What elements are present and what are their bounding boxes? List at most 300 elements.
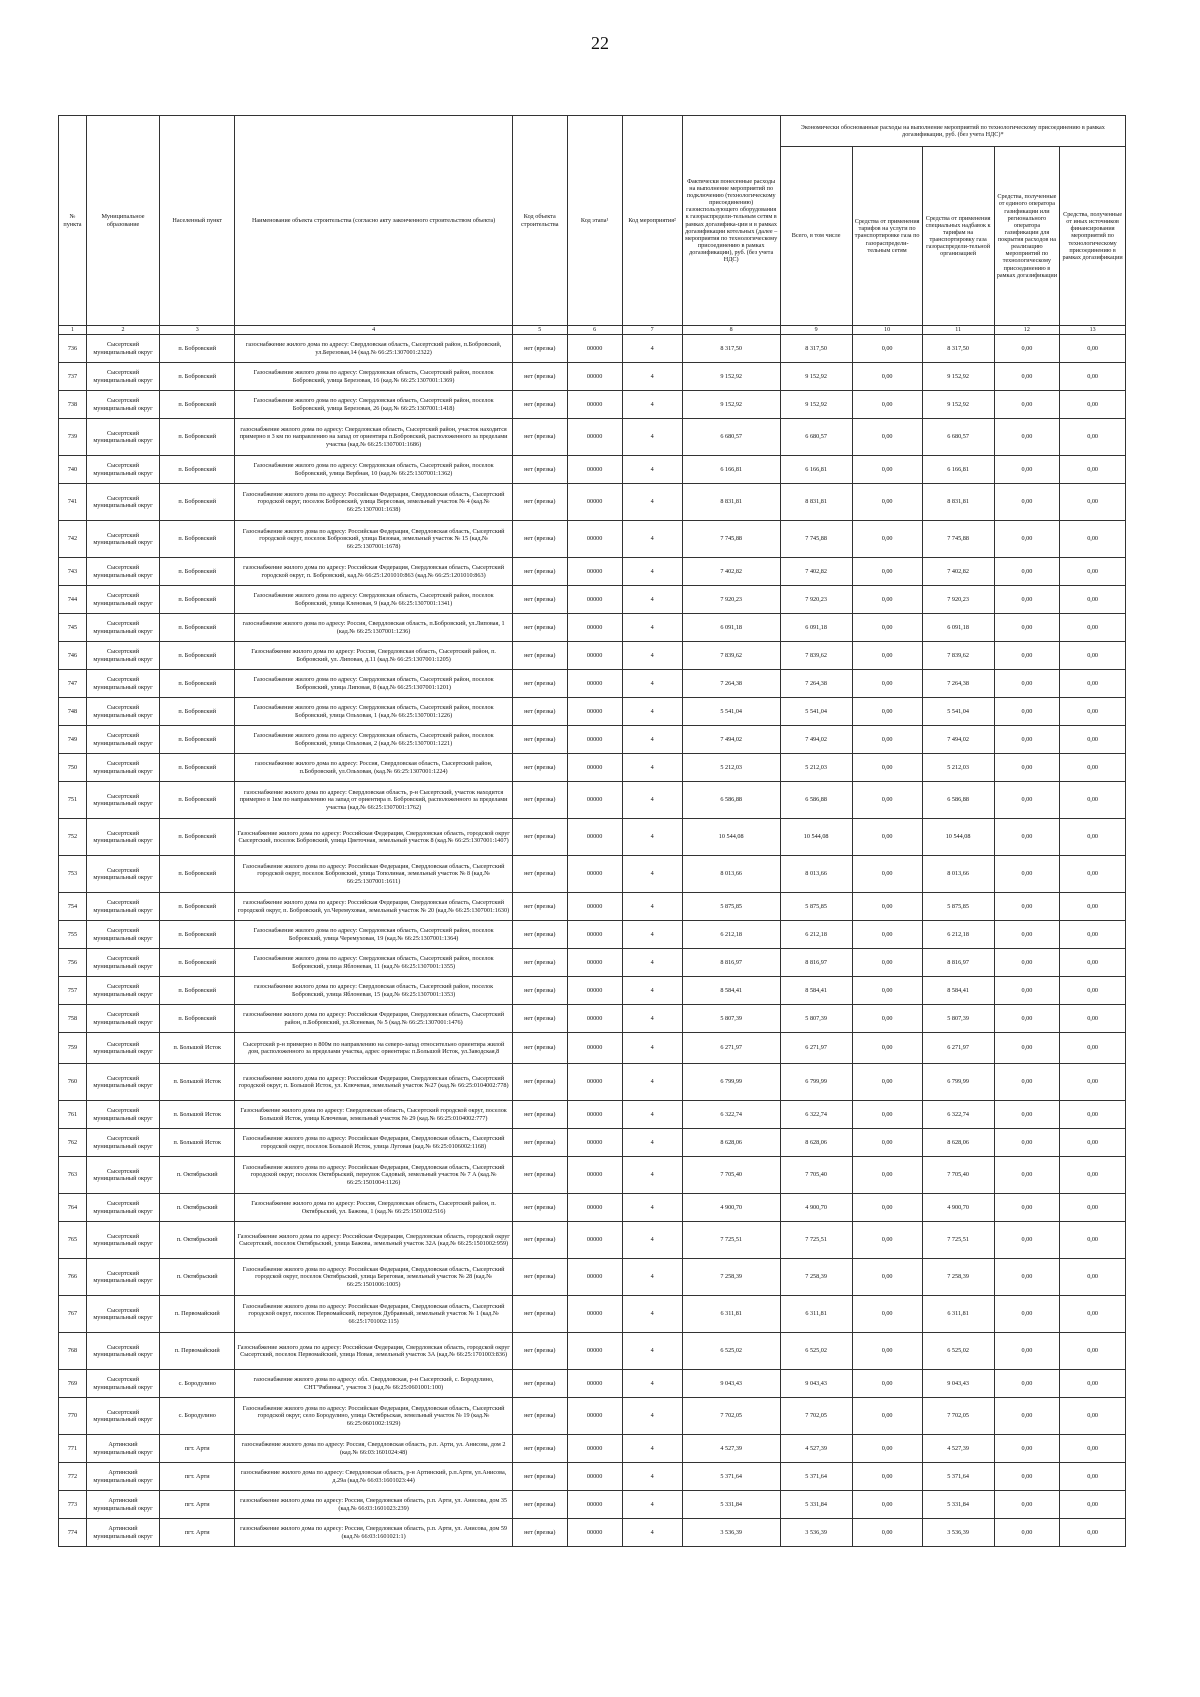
cell-tariff-funds: 0,00	[852, 921, 922, 949]
cell-total: 8 584,41	[780, 977, 852, 1005]
cell-object-code: нет (врезка)	[512, 1398, 567, 1435]
cell-municipality: Сысертский муниципальный округ	[86, 363, 159, 391]
cell-municipality: Артинский муниципальный округ	[86, 1435, 159, 1463]
cell-object-name: газоснабжение жилого дома по адресу: Россия, Свердловская область, Сысертский район, п.Бобровский, ул.Ольховая, (кад.№ 66:25:1307001:1224)	[235, 754, 512, 782]
cell-municipality: Сысертский муниципальный округ	[86, 754, 159, 782]
table-row	[59, 726, 1126, 754]
header-justified-costs-group: Экономически обоснованные расходы на выполнение мероприятий по технологическому присоединению в рамках догазификации, руб. (без учета НДС)*	[780, 116, 1125, 147]
cell-operator-funds: 0,00	[994, 726, 1060, 754]
cell-tariff-funds: 0,00	[852, 754, 922, 782]
cell-object-name: Газоснабжение жилого дома по адресу: Российская Федерация, Свердловская область, Сысертский городской округ, поселок Октябрьский, улица Береговая, земельный участок № 28 (кад.№ 66:25:1501006:1005)	[235, 1259, 512, 1296]
header-municipality: Муниципальное образование	[86, 116, 159, 326]
cell-tariff-funds: 0,00	[852, 456, 922, 484]
cell-tariff-funds: 0,00	[852, 670, 922, 698]
cell-actual-costs: 6 799,99	[682, 1064, 780, 1101]
cell-actual-costs: 8 013,66	[682, 856, 780, 893]
column-number: 5	[512, 326, 567, 335]
cell-activity-code: 4	[622, 1435, 682, 1463]
cell-total: 8 013,66	[780, 856, 852, 893]
cell-total: 6 091,18	[780, 614, 852, 642]
cell-surcharge-funds: 8 628,06	[922, 1129, 994, 1157]
table-row	[59, 586, 1126, 614]
page-number: 22	[591, 33, 609, 53]
header-item-number: № пункта	[59, 116, 87, 326]
cell-actual-costs: 5 331,84	[682, 1491, 780, 1519]
cell-settlement: п. Бобровский	[160, 363, 235, 391]
table-row	[59, 1296, 1126, 1333]
cell-activity-code: 4	[622, 419, 682, 456]
cell-tariff-funds: 0,00	[852, 856, 922, 893]
cell-object-name: Газоснабжение жилого дома по адресу: Свердловская область, Сысертский район, поселок Бобровский, улица Липовая, 8 (кад.№ 66:25:1307001:1201)	[235, 670, 512, 698]
table-row	[59, 754, 1126, 782]
cell-item-number: 743	[59, 558, 87, 586]
cell-stage-code: 00000	[567, 558, 622, 586]
cell-object-code: нет (врезка)	[512, 1157, 567, 1194]
cell-activity-code: 4	[622, 1519, 682, 1547]
cell-total: 5 875,85	[780, 893, 852, 921]
column-number: 2	[86, 326, 159, 335]
cell-stage-code: 00000	[567, 456, 622, 484]
cell-actual-costs: 6 271,97	[682, 1033, 780, 1064]
column-number: 12	[994, 326, 1060, 335]
table-row	[59, 1222, 1126, 1259]
table-row	[59, 893, 1126, 921]
cell-tariff-funds: 0,00	[852, 335, 922, 363]
cell-municipality: Сысертский муниципальный округ	[86, 949, 159, 977]
cell-operator-funds: 0,00	[994, 1101, 1060, 1129]
cell-other-funds: 0,00	[1060, 586, 1126, 614]
cell-other-funds: 0,00	[1060, 1101, 1126, 1129]
cell-other-funds: 0,00	[1060, 819, 1126, 856]
cell-object-name: Газоснабжение жилого дома по адресу: Российская Федерация, Свердловская область, Сысертский городской округ, поселок Бобровский, улица Вересовая, земельный участок № 4 (кад.№ 66:25:1307001:1638)	[235, 484, 512, 521]
cell-municipality: Сысертский муниципальный округ	[86, 1296, 159, 1333]
costs-table	[58, 115, 1126, 1547]
table-row	[59, 642, 1126, 670]
cell-operator-funds: 0,00	[994, 484, 1060, 521]
cell-activity-code: 4	[622, 1033, 682, 1064]
cell-activity-code: 4	[622, 586, 682, 614]
cell-settlement: п. Бобровский	[160, 456, 235, 484]
cell-surcharge-funds: 9 152,92	[922, 363, 994, 391]
cell-surcharge-funds: 5 331,84	[922, 1491, 994, 1519]
cell-other-funds: 0,00	[1060, 484, 1126, 521]
cell-object-code: нет (врезка)	[512, 1333, 567, 1370]
cell-activity-code: 4	[622, 726, 682, 754]
cell-total: 7 725,51	[780, 1222, 852, 1259]
cell-settlement: п. Большой Исток	[160, 1064, 235, 1101]
cell-actual-costs: 4 900,70	[682, 1194, 780, 1222]
cell-item-number: 746	[59, 642, 87, 670]
cell-activity-code: 4	[622, 670, 682, 698]
column-number: 9	[780, 326, 852, 335]
cell-municipality: Сысертский муниципальный округ	[86, 1033, 159, 1064]
cell-object-name: газоснабжение жилого дома по адресу: Россия, Свердловская область, п.Бобровский, ул.Липовая, 1 (кад.№ 66:25:1307001:1236)	[235, 614, 512, 642]
cell-object-name: Газоснабжение жилого дома по адресу: Российская Федерация, Свердловская область, городской округ Сысертский, поселок Первомайский, улица Новая, земельный участок 3А (кад.№ 66:25:1701003:836)	[235, 1333, 512, 1370]
cell-item-number: 756	[59, 949, 87, 977]
cell-item-number: 773	[59, 1491, 87, 1519]
cell-total: 8 816,97	[780, 949, 852, 977]
cell-activity-code: 4	[622, 558, 682, 586]
cell-operator-funds: 0,00	[994, 586, 1060, 614]
cell-object-code: нет (врезка)	[512, 1194, 567, 1222]
table-row	[59, 1463, 1126, 1491]
cell-tariff-funds: 0,00	[852, 419, 922, 456]
cell-settlement: п. Бобровский	[160, 335, 235, 363]
cell-other-funds: 0,00	[1060, 521, 1126, 558]
cell-operator-funds: 0,00	[994, 614, 1060, 642]
cell-total: 4 527,39	[780, 1435, 852, 1463]
cell-stage-code: 00000	[567, 782, 622, 819]
cell-tariff-funds: 0,00	[852, 1259, 922, 1296]
cell-total: 9 152,92	[780, 391, 852, 419]
cell-item-number: 762	[59, 1129, 87, 1157]
cell-tariff-funds: 0,00	[852, 484, 922, 521]
cell-total: 6 311,81	[780, 1296, 852, 1333]
cell-object-name: Газоснабжение жилого дома по адресу: Свердловская область, Сысертский район, поселок Бобровский, улица Ольховая, 2 (кад.№ 66:25:1307001:1221)	[235, 726, 512, 754]
cell-object-name: Газоснабжение жилого дома по адресу: Российская Федерация, Свердловская область, Сысертский городской округ, поселок Октябрьский, переулок Садовый, земельный участок № 7 А (кад.№ 66:25:1501004:1126)	[235, 1157, 512, 1194]
cell-municipality: Сысертский муниципальный округ	[86, 335, 159, 363]
cell-stage-code: 00000	[567, 484, 622, 521]
cell-municipality: Артинский муниципальный округ	[86, 1491, 159, 1519]
cell-stage-code: 00000	[567, 1259, 622, 1296]
cell-other-funds: 0,00	[1060, 419, 1126, 456]
cell-object-code: нет (врезка)	[512, 670, 567, 698]
cell-other-funds: 0,00	[1060, 782, 1126, 819]
cell-stage-code: 00000	[567, 1398, 622, 1435]
cell-activity-code: 4	[622, 893, 682, 921]
cell-other-funds: 0,00	[1060, 856, 1126, 893]
cell-activity-code: 4	[622, 1370, 682, 1398]
cell-settlement: п. Бобровский	[160, 586, 235, 614]
cell-operator-funds: 0,00	[994, 1296, 1060, 1333]
cell-surcharge-funds: 9 152,92	[922, 391, 994, 419]
cell-tariff-funds: 0,00	[852, 1129, 922, 1157]
cell-actual-costs: 7 258,39	[682, 1259, 780, 1296]
cell-settlement: п. Октябрьский	[160, 1259, 235, 1296]
header-surcharge-funds: Средства от применения специальных надбавок к тарифам на транспортировку газа газораспредели-тельной организацией	[922, 147, 994, 326]
header-activity-code: Код мероприятия²	[622, 116, 682, 326]
cell-activity-code: 4	[622, 1296, 682, 1333]
cell-actual-costs: 5 371,64	[682, 1463, 780, 1491]
cell-settlement: п. Большой Исток	[160, 1033, 235, 1064]
cell-stage-code: 00000	[567, 1222, 622, 1259]
cell-surcharge-funds: 8 317,50	[922, 335, 994, 363]
cell-object-name: Газоснабжение жилого дома по адресу: Российская Федерация, Свердловская область, Сысертский городской округ, село Бородулино, улица Октябрьская, земельный участок № 19 (кад.№ 66:25:0601002:1929)	[235, 1398, 512, 1435]
cell-operator-funds: 0,00	[994, 1463, 1060, 1491]
cell-object-name: Сысертский р-н примерно в 800м по направлению на северо-запад относительно ориентира жилой дом, расположенного за пределами участка, адрес ориентира: п.Большой Исток, ул.Заводская,8	[235, 1033, 512, 1064]
cell-tariff-funds: 0,00	[852, 1101, 922, 1129]
cell-tariff-funds: 0,00	[852, 1296, 922, 1333]
cell-operator-funds: 0,00	[994, 1005, 1060, 1033]
cell-other-funds: 0,00	[1060, 977, 1126, 1005]
cell-stage-code: 00000	[567, 1064, 622, 1101]
cell-actual-costs: 10 544,08	[682, 819, 780, 856]
cell-operator-funds: 0,00	[994, 1519, 1060, 1547]
cell-item-number: 767	[59, 1296, 87, 1333]
table-row	[59, 856, 1126, 893]
cell-settlement: п. Бобровский	[160, 642, 235, 670]
table-row	[59, 1064, 1126, 1101]
cell-operator-funds: 0,00	[994, 856, 1060, 893]
cell-total: 7 745,88	[780, 521, 852, 558]
cell-item-number: 758	[59, 1005, 87, 1033]
cell-actual-costs: 6 166,81	[682, 456, 780, 484]
cell-item-number: 754	[59, 893, 87, 921]
cell-settlement: п. Бобровский	[160, 558, 235, 586]
cell-activity-code: 4	[622, 1259, 682, 1296]
cell-operator-funds: 0,00	[994, 921, 1060, 949]
cell-operator-funds: 0,00	[994, 949, 1060, 977]
cell-operator-funds: 0,00	[994, 642, 1060, 670]
cell-other-funds: 0,00	[1060, 754, 1126, 782]
cell-activity-code: 4	[622, 698, 682, 726]
cell-operator-funds: 0,00	[994, 819, 1060, 856]
cell-total: 5 212,03	[780, 754, 852, 782]
cell-item-number: 738	[59, 391, 87, 419]
cell-operator-funds: 0,00	[994, 456, 1060, 484]
cell-object-name: газоснабжение жилого дома по адресу: Российская Федерация, Свердловская область, Сысертский городской округ, п. Большой Исток, ул. Ключевая, земельный участок №27 (кад.№ 66:25:0104002:778)	[235, 1064, 512, 1101]
cell-settlement: п. Бобровский	[160, 726, 235, 754]
cell-total: 10 544,08	[780, 819, 852, 856]
cell-actual-costs: 8 317,50	[682, 335, 780, 363]
cell-other-funds: 0,00	[1060, 1222, 1126, 1259]
cell-object-name: Газоснабжение жилого дома по адресу: Россия, Свердловская область, Сысертский район, п. Октябрьский, ул. Бажова, 1 (кад.№ 66:25:1501002:516)	[235, 1194, 512, 1222]
cell-activity-code: 4	[622, 335, 682, 363]
cell-tariff-funds: 0,00	[852, 521, 922, 558]
cell-municipality: Сысертский муниципальный округ	[86, 642, 159, 670]
cell-tariff-funds: 0,00	[852, 819, 922, 856]
cell-object-name: газоснабжение жилого дома по адресу: обл. Свердловская, р-н Сысертский, с. Бородулино, СНТ"Рябинка", участок 3 (кад.№ 66:25:0601001:100)	[235, 1370, 512, 1398]
costs-table-wrapper	[58, 115, 1126, 1547]
cell-object-name: Газоснабжение жилого дома по адресу: Свердловская область, Сысертский район, поселок Бобровский, улица Вербная, 10 (кад.№ 66:25:1307001:1362)	[235, 456, 512, 484]
cell-tariff-funds: 0,00	[852, 391, 922, 419]
cell-actual-costs: 7 725,51	[682, 1222, 780, 1259]
cell-total: 8 628,06	[780, 1129, 852, 1157]
cell-municipality: Сысертский муниципальный округ	[86, 726, 159, 754]
cell-operator-funds: 0,00	[994, 1064, 1060, 1101]
cell-stage-code: 00000	[567, 949, 622, 977]
cell-settlement: п. Октябрьский	[160, 1222, 235, 1259]
cell-object-name: газоснабжение жилого дома по адресу: Свердловская область, Сысертский район, п.Бобровский, ул.Березовая,14 (кад.№ 66:25:1307001:2322)	[235, 335, 512, 363]
cell-surcharge-funds: 6 271,97	[922, 1033, 994, 1064]
cell-other-funds: 0,00	[1060, 893, 1126, 921]
cell-stage-code: 00000	[567, 977, 622, 1005]
cell-actual-costs: 3 536,39	[682, 1519, 780, 1547]
column-number: 6	[567, 326, 622, 335]
cell-tariff-funds: 0,00	[852, 698, 922, 726]
cell-total: 6 680,57	[780, 419, 852, 456]
cell-settlement: п. Бобровский	[160, 893, 235, 921]
header-actual-costs: Фактически понесенные расходы на выполнение мероприятий по подключению (технологическому присоединению) газоиспользующего оборудования к газораспредели-тельным сетям в рамках догазифика-ции и в рамках догазификации котельных (далее – мероприятия по технологическому присоединению в рамках догазификации), руб. (без учета НДС)	[682, 116, 780, 326]
table-row	[59, 1259, 1126, 1296]
cell-total: 7 258,39	[780, 1259, 852, 1296]
cell-total: 5 541,04	[780, 698, 852, 726]
cell-other-funds: 0,00	[1060, 670, 1126, 698]
cell-object-code: нет (врезка)	[512, 754, 567, 782]
cell-object-code: нет (врезка)	[512, 782, 567, 819]
header-total: Всего, в том числе	[780, 147, 852, 326]
cell-item-number: 765	[59, 1222, 87, 1259]
cell-object-name: Газоснабжение жилого дома по адресу: Российская Федерация, Свердловская область, Сысертский городской округ, поселок Бобровский, улица Тополиная, земельный участок № 8 (кад.№ 66:25:1307001:1611)	[235, 856, 512, 893]
cell-object-code: нет (врезка)	[512, 921, 567, 949]
cell-settlement: п. Бобровский	[160, 977, 235, 1005]
cell-stage-code: 00000	[567, 521, 622, 558]
cell-surcharge-funds: 4 900,70	[922, 1194, 994, 1222]
cell-operator-funds: 0,00	[994, 1435, 1060, 1463]
cell-tariff-funds: 0,00	[852, 1435, 922, 1463]
cell-municipality: Сысертский муниципальный округ	[86, 1064, 159, 1101]
cell-settlement: п. Бобровский	[160, 521, 235, 558]
cell-item-number: 742	[59, 521, 87, 558]
cell-settlement: с. Бородулино	[160, 1370, 235, 1398]
cell-operator-funds: 0,00	[994, 1222, 1060, 1259]
table-row	[59, 1398, 1126, 1435]
cell-object-name: Газоснабжение жилого дома по адресу: Свердловская область, Сысертский район, поселок Бобровский, улица Кленовая, 9 (кад.№ 66:25:1307001:1341)	[235, 586, 512, 614]
cell-settlement: пгт. Арти	[160, 1435, 235, 1463]
cell-municipality: Артинский муниципальный округ	[86, 1519, 159, 1547]
cell-activity-code: 4	[622, 819, 682, 856]
cell-object-name: газоснабжение жилого дома по адресу: Свердловская область, Сысертский район, поселок Бобровский, улица Яблоневая, 15 (кад.№ 66:25:1307001:1353)	[235, 977, 512, 1005]
cell-surcharge-funds: 7 839,62	[922, 642, 994, 670]
cell-municipality: Сысертский муниципальный округ	[86, 1222, 159, 1259]
column-number: 1	[59, 326, 87, 335]
cell-object-code: нет (врезка)	[512, 1064, 567, 1101]
cell-object-code: нет (врезка)	[512, 819, 567, 856]
cell-actual-costs: 7 702,05	[682, 1398, 780, 1435]
cell-total: 7 264,38	[780, 670, 852, 698]
cell-actual-costs: 7 402,82	[682, 558, 780, 586]
cell-other-funds: 0,00	[1060, 456, 1126, 484]
table-row	[59, 1005, 1126, 1033]
cell-stage-code: 00000	[567, 698, 622, 726]
cell-item-number: 744	[59, 586, 87, 614]
cell-object-code: нет (врезка)	[512, 391, 567, 419]
cell-activity-code: 4	[622, 391, 682, 419]
cell-surcharge-funds: 8 816,97	[922, 949, 994, 977]
cell-settlement: п. Октябрьский	[160, 1194, 235, 1222]
cell-tariff-funds: 0,00	[852, 1398, 922, 1435]
cell-tariff-funds: 0,00	[852, 1370, 922, 1398]
cell-tariff-funds: 0,00	[852, 586, 922, 614]
cell-municipality: Сысертский муниципальный округ	[86, 586, 159, 614]
cell-total: 7 402,82	[780, 558, 852, 586]
cell-stage-code: 00000	[567, 856, 622, 893]
cell-other-funds: 0,00	[1060, 949, 1126, 977]
cell-tariff-funds: 0,00	[852, 949, 922, 977]
cell-object-code: нет (врезка)	[512, 558, 567, 586]
cell-surcharge-funds: 7 705,40	[922, 1157, 994, 1194]
cell-municipality: Сысертский муниципальный округ	[86, 484, 159, 521]
column-number: 4	[235, 326, 512, 335]
cell-operator-funds: 0,00	[994, 558, 1060, 586]
table-body	[59, 335, 1126, 1547]
cell-activity-code: 4	[622, 614, 682, 642]
cell-actual-costs: 5 541,04	[682, 698, 780, 726]
cell-item-number: 750	[59, 754, 87, 782]
cell-object-code: нет (врезка)	[512, 1435, 567, 1463]
cell-tariff-funds: 0,00	[852, 1222, 922, 1259]
cell-actual-costs: 9 152,92	[682, 363, 780, 391]
cell-total: 6 525,02	[780, 1333, 852, 1370]
cell-item-number: 741	[59, 484, 87, 521]
cell-total: 6 322,74	[780, 1101, 852, 1129]
cell-operator-funds: 0,00	[994, 670, 1060, 698]
table-row	[59, 484, 1126, 521]
cell-operator-funds: 0,00	[994, 1129, 1060, 1157]
cell-item-number: 774	[59, 1519, 87, 1547]
cell-other-funds: 0,00	[1060, 1463, 1126, 1491]
cell-operator-funds: 0,00	[994, 363, 1060, 391]
cell-item-number: 771	[59, 1435, 87, 1463]
cell-stage-code: 00000	[567, 726, 622, 754]
cell-stage-code: 00000	[567, 1101, 622, 1129]
cell-tariff-funds: 0,00	[852, 614, 922, 642]
cell-object-code: нет (врезка)	[512, 1129, 567, 1157]
cell-tariff-funds: 0,00	[852, 558, 922, 586]
cell-operator-funds: 0,00	[994, 1259, 1060, 1296]
cell-object-code: нет (врезка)	[512, 726, 567, 754]
column-number: 3	[160, 326, 235, 335]
cell-actual-costs: 7 745,88	[682, 521, 780, 558]
cell-tariff-funds: 0,00	[852, 893, 922, 921]
cell-operator-funds: 0,00	[994, 419, 1060, 456]
cell-other-funds: 0,00	[1060, 1064, 1126, 1101]
table-row	[59, 819, 1126, 856]
cell-activity-code: 4	[622, 949, 682, 977]
cell-object-name: Газоснабжение жилого дома по адресу: Свердловская область, Сысертский городской округ, поселок Большой Исток, улица Ключевая, земельный участок № 29 (кад.№ 66:25:0104002:777)	[235, 1101, 512, 1129]
cell-total: 8 317,50	[780, 335, 852, 363]
cell-tariff-funds: 0,00	[852, 1519, 922, 1547]
cell-total: 7 920,23	[780, 586, 852, 614]
cell-surcharge-funds: 7 702,05	[922, 1398, 994, 1435]
cell-other-funds: 0,00	[1060, 921, 1126, 949]
cell-item-number: 749	[59, 726, 87, 754]
cell-stage-code: 00000	[567, 586, 622, 614]
cell-total: 5 331,84	[780, 1491, 852, 1519]
cell-surcharge-funds: 6 322,74	[922, 1101, 994, 1129]
cell-total: 8 831,81	[780, 484, 852, 521]
table-row	[59, 363, 1126, 391]
cell-tariff-funds: 0,00	[852, 1157, 922, 1194]
cell-object-code: нет (врезка)	[512, 419, 567, 456]
cell-activity-code: 4	[622, 1333, 682, 1370]
cell-settlement: п. Бобровский	[160, 754, 235, 782]
cell-settlement: п. Большой Исток	[160, 1101, 235, 1129]
cell-operator-funds: 0,00	[994, 1157, 1060, 1194]
cell-object-name: Газоснабжение жилого дома по адресу: Российская Федерация, Свердловская область, Сысертский городской округ, поселок Первомайский, переулок Дубравный, земельный участок № 1 (кад.№ 66:25:1701002:115)	[235, 1296, 512, 1333]
cell-settlement: п. Бобровский	[160, 419, 235, 456]
cell-object-code: нет (врезка)	[512, 335, 567, 363]
column-number: 8	[682, 326, 780, 335]
cell-item-number: 748	[59, 698, 87, 726]
table-row	[59, 670, 1126, 698]
cell-item-number: 768	[59, 1333, 87, 1370]
cell-settlement: п. Бобровский	[160, 670, 235, 698]
cell-object-code: нет (врезка)	[512, 521, 567, 558]
cell-object-code: нет (врезка)	[512, 642, 567, 670]
cell-actual-costs: 8 628,06	[682, 1129, 780, 1157]
cell-object-code: нет (врезка)	[512, 484, 567, 521]
cell-activity-code: 4	[622, 1064, 682, 1101]
cell-object-name: Газоснабжение жилого дома по адресу: Свердловская область, Сысертский район, поселок Бобровский, улица Яблоневая, 11 (кад.№ 66:25:1307001:1355)	[235, 949, 512, 977]
cell-municipality: Сысертский муниципальный округ	[86, 456, 159, 484]
cell-activity-code: 4	[622, 782, 682, 819]
header-settlement: Населенный пункт	[160, 116, 235, 326]
column-number: 13	[1060, 326, 1126, 335]
column-number: 7	[622, 326, 682, 335]
cell-object-name: Газоснабжение жилого дома по адресу: Свердловская область, Сысертский район, поселок Бобровский, улица Ольховая, 1 (кад.№ 66:25:1307001:1226)	[235, 698, 512, 726]
cell-surcharge-funds: 5 541,04	[922, 698, 994, 726]
